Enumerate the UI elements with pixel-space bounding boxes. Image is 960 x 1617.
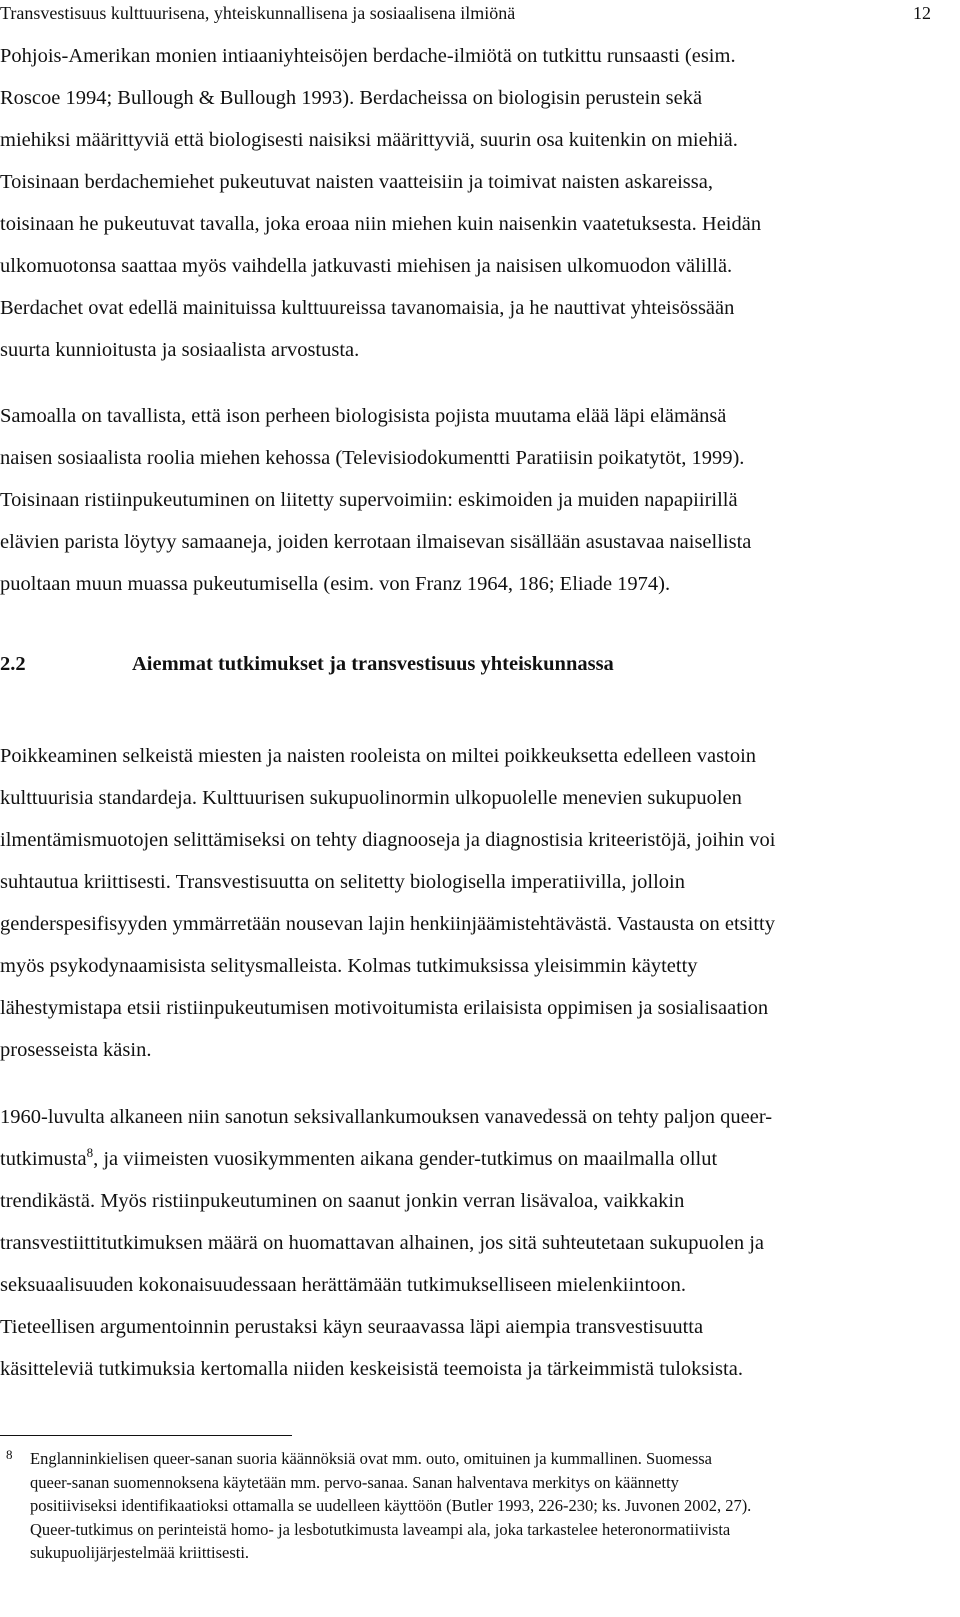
paragraph-samoa <box>0 395 931 605</box>
text-line: transvestiittitutkimuksen määrä on huomattavan alhainen, jos sitä suhteutetaan sukupuolen ja <box>0 1232 765 1254</box>
footnote-marker: 8 <box>6 1447 13 1462</box>
page-number: 12 <box>913 3 931 23</box>
text-line: seksuaalisuuden kokonaisuudessaan herättämään tutkimukselliseen mielenkiintoon. <box>0 1274 687 1296</box>
text-line: Toisinaan berdachemiehet pukeutuvat naisten vaatteisiin ja toimivat naisten askareissa, <box>0 171 713 193</box>
text-line: prosesseista käsin. <box>0 1039 152 1061</box>
footnote-text <box>30 1447 910 1565</box>
text-line: miehiksi määrittyviä että biologisesti naisiksi määrittyviä, suurin osa kuitenkin on miehiä. <box>0 129 738 151</box>
section-title: Aiemmat tutkimukset ja transvestisuus yhteiskunnassa <box>132 653 614 675</box>
text-line: kulttuurisia standardeja. Kulttuurisen sukupuolinormin ulkopuolelle menevien sukupuolen <box>0 787 742 809</box>
text-line: Samoalla on tavallista, että ison perheen biologisista pojista muutama elää läpi elämänsä <box>0 405 727 427</box>
section-number: 2.2 <box>0 653 26 675</box>
text-line: ulkomuotonsa saattaa myös vaihdella jatkuvasti miehisen ja naisisen ulkomuodon välillä. <box>0 255 733 277</box>
text-line: Toisinaan ristiinpukeutuminen on liitetty supervoimiin: eskimoiden ja muiden napapiirillä <box>0 489 738 511</box>
text-line: toisinaan he pukeutuvat tavalla, joka eroaa niin miehen kuin naisenkin vaatetuksesta. Heidän <box>0 213 762 235</box>
text-line: ilmentämismuotojen selittämiseksi on tehty diagnooseja ja diagnostisia kriteeristöjä, joihin voi <box>0 829 776 851</box>
running-header-title: Transvestisuus kulttuurisena, yhteiskunnallisena ja sosiaalisena ilmiönä <box>0 3 516 23</box>
text-line: Pohjois-Amerikan monien intiaaniyhteisöjen berdache-ilmiötä on tutkittu runsaasti (esim. <box>0 45 736 67</box>
text-line: trendikästä. Myös ristiinpukeutuminen on saanut jonkin verran lisävaloa, vaikkakin <box>0 1190 685 1212</box>
footnote-line: sukupuolijärjestelmää kriittisesti. <box>30 1543 250 1563</box>
text-line: naisen sosiaalista roolia miehen kehossa (Televisiodokumentti Paratiisin poikatytöt, 1999). <box>0 447 745 469</box>
footnote-line: Queer-tutkimus on perinteistä homo- ja lesbotutkimusta laveampi ala, joka tarkastelee heteronormatiivista <box>30 1519 731 1539</box>
footnote-separator <box>0 1435 292 1436</box>
text-fragment: tutkimusta <box>0 1148 87 1170</box>
footnote-line: queer-sanan suomennoksena käytetään mm. pervo-sanaa. Sanan halventava merkitys on käännetty <box>30 1472 679 1492</box>
footnote-line: Englanninkielisen queer-sanan suoria käännöksiä ovat mm. outo, omituinen ja kummallinen. Suomessa <box>30 1449 712 1468</box>
text-line: käsitteleviä tutkimuksia kertomalla niiden keskeisistä teemoista ja tärkeimmistä tuloksista. <box>0 1358 743 1380</box>
text-line: puoltaan muun muassa pukeutumisella (esim. von Franz 1964, 186; Eliade 1974). <box>0 573 671 595</box>
text-line: Roscoe 1994; Bullough & Bullough 1993). Berdacheissa on biologisin perustein sekä <box>0 87 703 109</box>
text-line: 1960-luvulta alkaneen niin sanotun seksivallankumouksen vanavedessä on tehty paljon queer- <box>0 1106 773 1128</box>
text-line: lähestymistapa etsii ristiinpukeutumisen motivoitumista erilaisista oppimisen ja sosialisaation <box>0 997 769 1019</box>
text-fragment: , ja viimeisten vuosikymmenten aikana gender-tutkimus on maailmalla ollut <box>93 1148 718 1170</box>
text-line: Berdachet ovat edellä mainituissa kulttuureissa tavanomaisia, ja he nauttivat yhteisössään <box>0 297 735 319</box>
footnote-line: positiiviseksi identifikaatioksi ottamalla se uudelleen käyttöön (Butler 1993, 226-230; ks. Juvonen 2002, 27). <box>30 1496 752 1516</box>
text-line-with-footnote-ref <box>0 1138 931 1180</box>
text-line: suurta kunnioitusta ja sosiaalista arvostusta. <box>0 339 360 361</box>
footnote-reference[interactable]: 8 <box>86 1145 94 1160</box>
paragraph-berdache <box>0 35 931 371</box>
text-line: genderspesifisyyden ymmärretään nousevan lajin henkiinjäämistehtävästä. Vastausta on etsitty <box>0 913 775 935</box>
text-line: Poikkeaminen selkeistä miesten ja naisten rooleista on miltei poikkeuksetta edelleen vastoin <box>0 745 757 767</box>
text-line: suhtautua kriittisesti. Transvestisuutta on selitetty biologisella imperatiivilla, jolloin <box>0 871 685 893</box>
text-line: elävien parista löytyy samaaneja, joiden kerrotaan ilmaisevan sisällään asustavaa naisellista <box>0 531 752 553</box>
paragraph-queer <box>0 1096 931 1390</box>
paragraph-poikkeaminen <box>0 735 931 1071</box>
text-line: myös psykodynaamisista selitysmalleista. Kolmas tutkimuksissa yleisimmin käytetty <box>0 955 698 977</box>
text-line: Tieteellisen argumentoinnin perustaksi käyn seuraavassa läpi aiempia transvestisuutta <box>0 1316 704 1338</box>
